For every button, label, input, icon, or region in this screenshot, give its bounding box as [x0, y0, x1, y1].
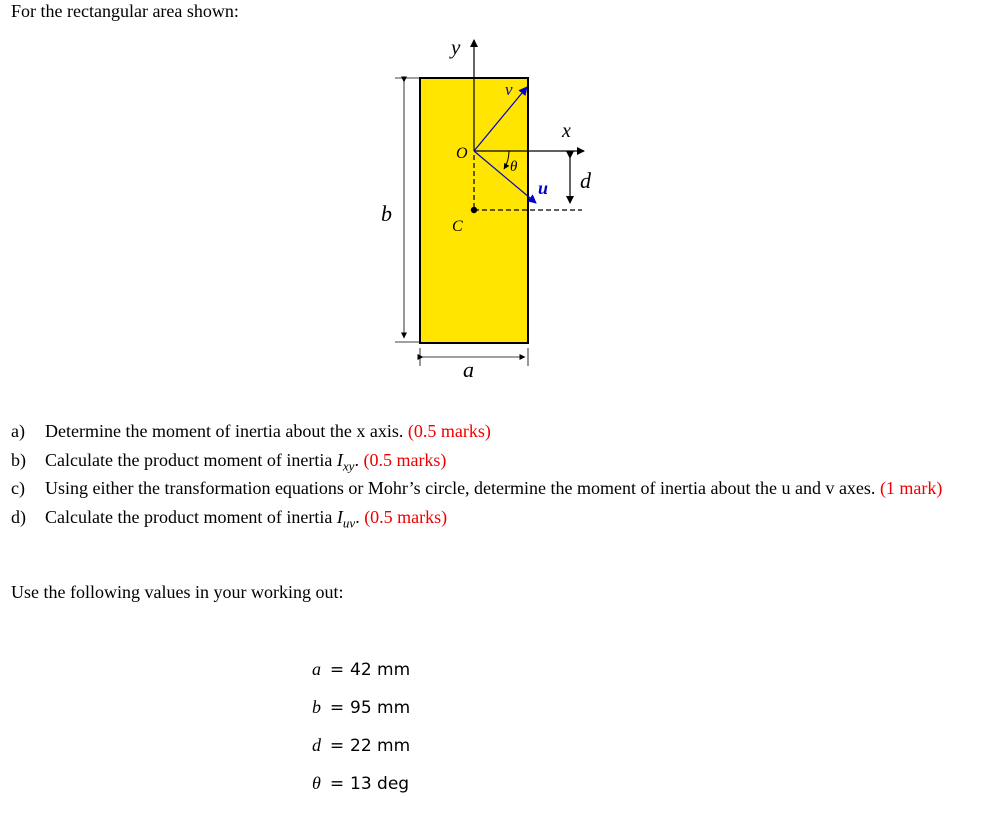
marks: (1 mark) — [879, 478, 943, 498]
value-symbol: b — [312, 697, 321, 717]
label-y: y — [451, 35, 461, 59]
value-row-b — [312, 694, 410, 732]
question-text: Calculate the product moment of inertia $I_{uv}$. (0.5 marks) — [45, 506, 448, 531]
value-equals: = — [329, 698, 345, 718]
question-text: Using either the transformation equations or Mohr’s circle, determine the moment of inertia about the u and v axes. (1 mark) — [45, 478, 943, 498]
marks: (0.5 marks) — [363, 449, 447, 470]
label-v: v — [505, 80, 513, 99]
inertia-symbol: $I_{xy}$ — [336, 449, 355, 474]
inertia-symbol: $I_{uv}$ — [336, 506, 356, 531]
value-symbol: a — [312, 659, 321, 679]
question-letter: a) — [11, 421, 25, 441]
marks: (0.5 marks) — [364, 506, 448, 527]
value-number: 95 mm — [350, 698, 411, 718]
values-intro: Use the following values in your working out: — [11, 582, 344, 602]
value-row-theta — [312, 770, 410, 808]
values-list — [312, 656, 410, 808]
label-u: u — [538, 178, 549, 198]
question-letter: b) — [11, 449, 26, 470]
value-number: 42 mm — [350, 660, 411, 680]
label-d: d — [580, 168, 591, 193]
label-x: x — [562, 120, 571, 142]
value-equals: = — [329, 660, 345, 680]
question-letter: c) — [11, 478, 25, 498]
value-number: 22 mm — [350, 736, 411, 756]
question-text: Calculate the product moment of inertia $I_{xy}$. (0.5 marks) — [45, 449, 447, 474]
value-row-a — [312, 656, 410, 694]
question-text: Determine the moment of inertia about the x axis. (0.5 marks) — [45, 421, 491, 441]
label-a: a — [463, 357, 474, 382]
value-number: 13 deg — [350, 774, 410, 794]
centroid-dot — [471, 207, 477, 213]
label-o: O — [456, 145, 468, 162]
value-row-d — [312, 732, 410, 770]
label-c: C — [452, 218, 463, 235]
value-symbol: θ — [312, 773, 321, 793]
label-theta: θ — [510, 159, 518, 175]
intro-text: For the rectangular area shown: — [11, 1, 239, 21]
value-equals: = — [329, 736, 345, 756]
question-letter: d) — [11, 506, 26, 527]
value-symbol: d — [312, 735, 321, 755]
marks: (0.5 marks) — [407, 421, 491, 441]
label-b: b — [381, 201, 392, 226]
value-equals: = — [329, 774, 345, 794]
